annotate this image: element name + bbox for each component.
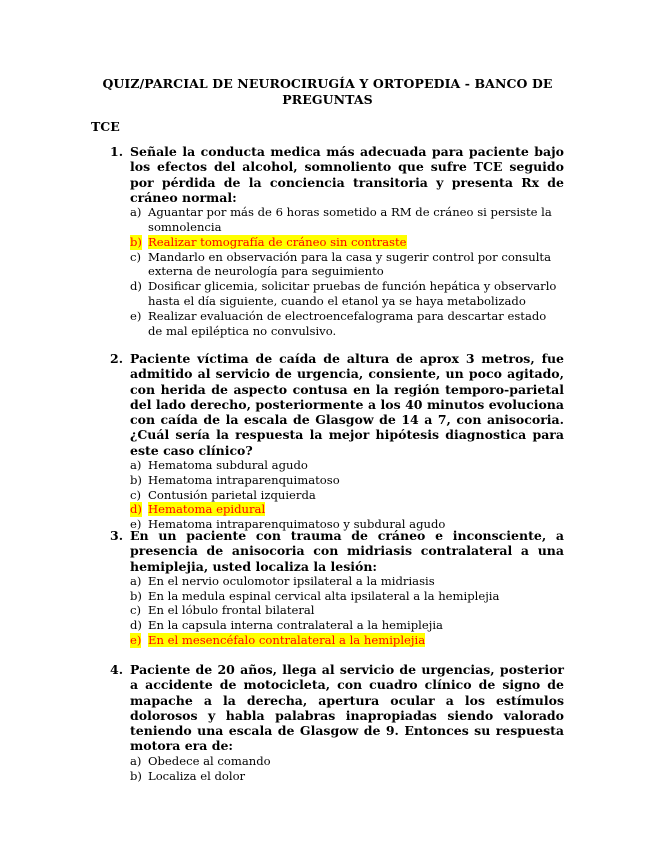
question-2	[110, 351, 564, 532]
question-number: 3.	[110, 528, 124, 543]
options-list	[110, 754, 564, 784]
question-text: Paciente de 20 años, llega al servicio de urgencias, posterior a accidente de motocicleta, con cuadro clínico de signo de mapache a la derecha, apertura ocular a los estímulos dolorosos y habla palabras inapropiadas siendo valorado teniendo una escala de Glasgow de 9. Entonces su respuesta motora era de:	[130, 662, 564, 754]
question-text: Señale la conducta medica más adecuada para paciente bajo los efectos del alcohol, somnoliento que sufre TCE seguido por pérdida de la conciencia transitoria y presenta Rx de cráneo normal:	[130, 144, 564, 205]
option-letter: e)	[130, 517, 142, 532]
question-4	[110, 662, 564, 783]
option-text: Contusión parietal izquierda	[148, 487, 316, 502]
option-e-highlighted	[110, 633, 564, 648]
options-list	[110, 458, 564, 532]
option-c	[110, 603, 564, 618]
options-list	[110, 574, 564, 648]
option-text: En el nervio oculomotor ipsilateral a la midriasis	[148, 573, 435, 588]
option-text: En el lóbulo frontal bilateral	[148, 603, 315, 618]
option-text: En la capsula interna contralateral a la hemiplejia	[148, 618, 443, 633]
option-letter: a)	[130, 753, 142, 768]
option-a	[110, 754, 564, 769]
option-text: Localiza el dolor	[148, 768, 246, 783]
option-text: Hematoma epidural	[148, 502, 266, 517]
option-b-highlighted	[110, 235, 564, 250]
option-a	[110, 205, 564, 235]
option-text: Dosificar glicemia, solicitar pruebas de función hepática y observarlo hasta el día siguiente, cuando el etanol ya se haya metabolizado	[148, 279, 557, 308]
option-text: Obedece al comando	[148, 753, 271, 768]
option-letter: c)	[130, 249, 142, 264]
option-text: En el mesencéfalo contralateral a la hemiplejia	[148, 633, 426, 648]
option-d	[110, 618, 564, 633]
option-a	[110, 574, 564, 589]
option-letter: d)	[130, 618, 142, 633]
option-text: Mandarlo en observación para la casa y sugerir control por consulta externa de neurología para seguimiento	[148, 249, 551, 279]
option-b	[110, 769, 564, 784]
option-d	[110, 279, 564, 309]
question-3-stem	[110, 528, 564, 574]
option-letter: b)	[130, 768, 142, 783]
question-text: Paciente víctima de caída de altura de aprox 3 metros, fue admitido al servicio de urgencia, consiente, un poco agitado, con herida de aspecto contusa en la región temporo-parietal del lado derecho, posteriormente a los 40 minutos evoluciona con caída de la escala de Glasgow de 14 a 7, con anisocoria. ¿Cuál sería la respuesta la mejor hipótesis diagnostica para este caso clínico?	[130, 351, 564, 458]
option-letter: b)	[130, 588, 142, 603]
options-list	[110, 205, 564, 338]
option-text: Realizar evaluación de electroencefalograma para descartar estado de mal epiléptica no convulsivo.	[148, 308, 547, 338]
option-letter: e)	[130, 308, 142, 323]
question-1-stem	[110, 144, 564, 205]
option-letter: d)	[130, 279, 142, 294]
question-1	[110, 144, 564, 338]
option-text: En la medula espinal cervical alta ipsilateral a la hemiplejia	[148, 588, 500, 603]
question-4-stem	[110, 662, 564, 754]
option-letter: b)	[130, 234, 142, 249]
option-letter: a)	[130, 458, 142, 473]
option-text: Hematoma intraparenquimatoso y subdural agudo	[148, 517, 446, 532]
option-letter: a)	[130, 573, 142, 588]
question-number: 2.	[110, 351, 124, 366]
question-number: 1.	[110, 144, 124, 159]
option-a	[110, 458, 564, 473]
section-heading: TCE	[91, 119, 120, 134]
option-text: Aguantar por más de 6 horas sometido a RM de cráneo si persiste la somnolencia	[148, 205, 552, 234]
option-c	[110, 250, 564, 280]
option-letter: c)	[130, 603, 142, 618]
question-text: En un paciente con trauma de cráneo e inconsciente, a presencia de anisocoria con midriasis contralateral a una hemiplejia, usted localiza la lesión:	[130, 528, 564, 574]
option-b	[110, 589, 564, 604]
option-letter: c)	[130, 487, 142, 502]
option-letter: e)	[130, 633, 142, 648]
question-3	[110, 528, 564, 648]
option-b	[110, 473, 564, 488]
option-e	[110, 309, 564, 339]
question-number: 4.	[110, 662, 124, 677]
option-letter: d)	[130, 502, 142, 517]
document-title: QUIZ/PARCIAL DE NEUROCIRUGÍA Y ORTOPEDIA - BANCO DE PREGUNTAS	[102, 76, 553, 107]
option-text: Hematoma intraparenquimatoso	[148, 472, 340, 487]
option-d-highlighted	[110, 502, 564, 517]
option-c	[110, 488, 564, 503]
question-2-stem	[110, 351, 564, 458]
option-letter: a)	[130, 205, 142, 220]
option-text: Realizar tomografía de cráneo sin contraste	[148, 234, 407, 249]
option-letter: b)	[130, 472, 142, 487]
option-text: Hematoma subdural agudo	[148, 458, 308, 473]
